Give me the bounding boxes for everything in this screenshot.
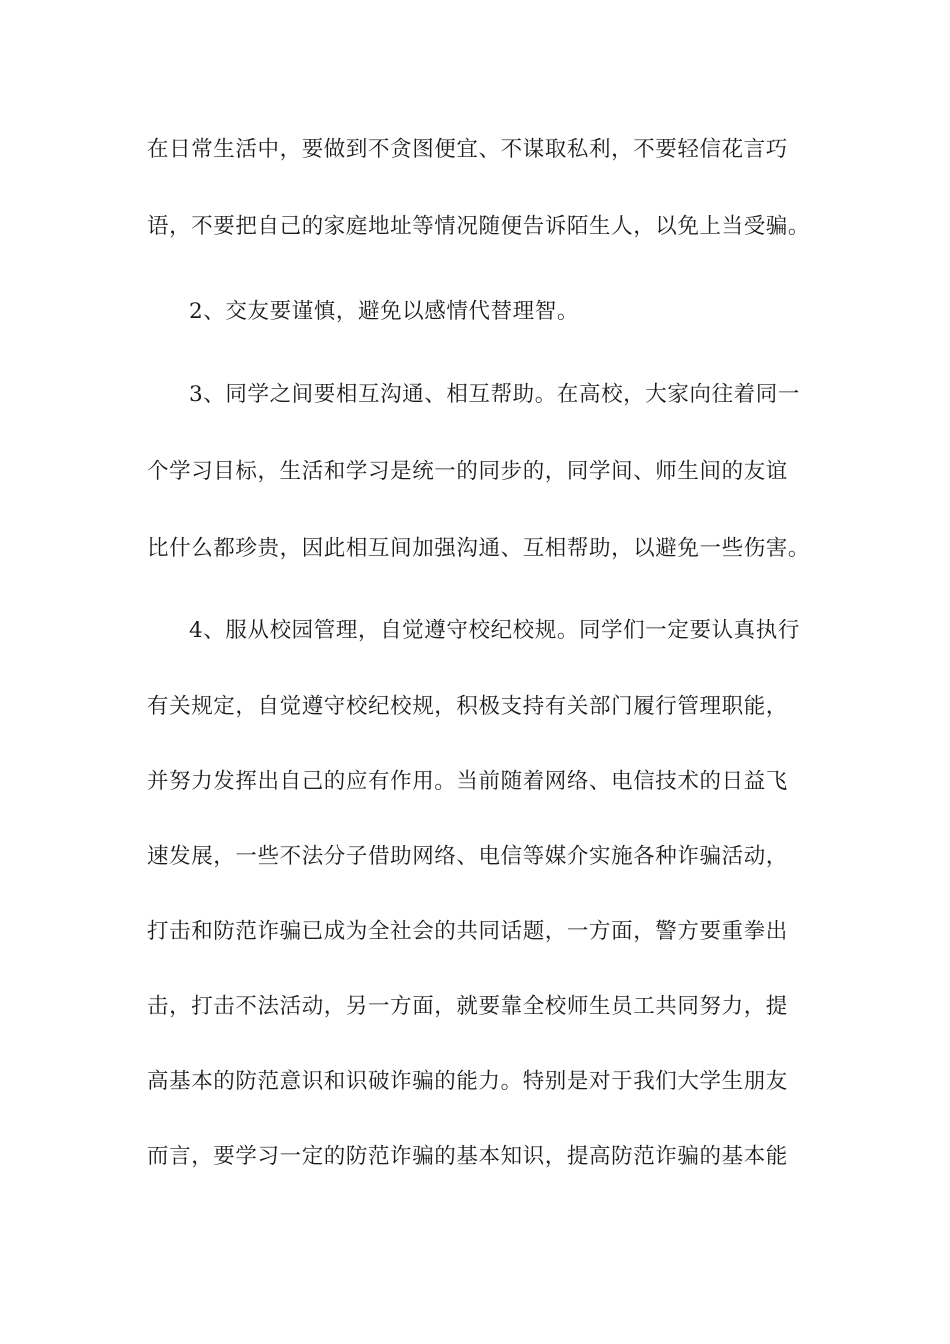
- text-line: 比什么都珍贵，因此相互间加强沟通、互相帮助，以避免一些伤害。: [147, 536, 811, 561]
- text-line: 打击和防范诈骗已成为全社会的共同话题，一方面，警方要重拳出: [147, 919, 788, 944]
- text-line: 个学习目标，生活和学习是统一的同步的，同学间、师生间的友谊: [147, 459, 788, 484]
- text-line: 并努力发挥出自己的应有作用。当前随着网络、电信技术的日益飞: [147, 769, 788, 794]
- list-item-2: 2、交友要谨慎，避免以感情代替理智。: [189, 299, 579, 324]
- text-line: 有关规定，自觉遵守校纪校规，积极支持有关部门履行管理职能，: [147, 694, 788, 719]
- text-line: 语，不要把自己的家庭地址等情况随便告诉陌生人，以免上当受骗。: [147, 214, 811, 239]
- text-line: 在日常生活中，要做到不贪图便宜、不谋取私利，不要轻信花言巧: [147, 137, 788, 162]
- list-item-4: 4、服从校园管理，自觉遵守校纪校规。同学们一定要认真执行: [189, 618, 800, 643]
- text-line: 击，打击不法活动，另一方面，就要靠全校师生员工共同努力，提: [147, 994, 788, 1019]
- text-line: 速发展，一些不法分子借助网络、电信等媒介实施各种诈骗活动，: [147, 844, 788, 869]
- text-line: 而言，要学习一定的防范诈骗的基本知识，提高防范诈骗的基本能: [147, 1144, 788, 1169]
- list-item-3: 3、同学之间要相互沟通、相互帮助。在高校，大家向往着同一: [189, 382, 800, 407]
- text-line: 高基本的防范意识和识破诈骗的能力。特别是对于我们大学生朋友: [147, 1069, 788, 1094]
